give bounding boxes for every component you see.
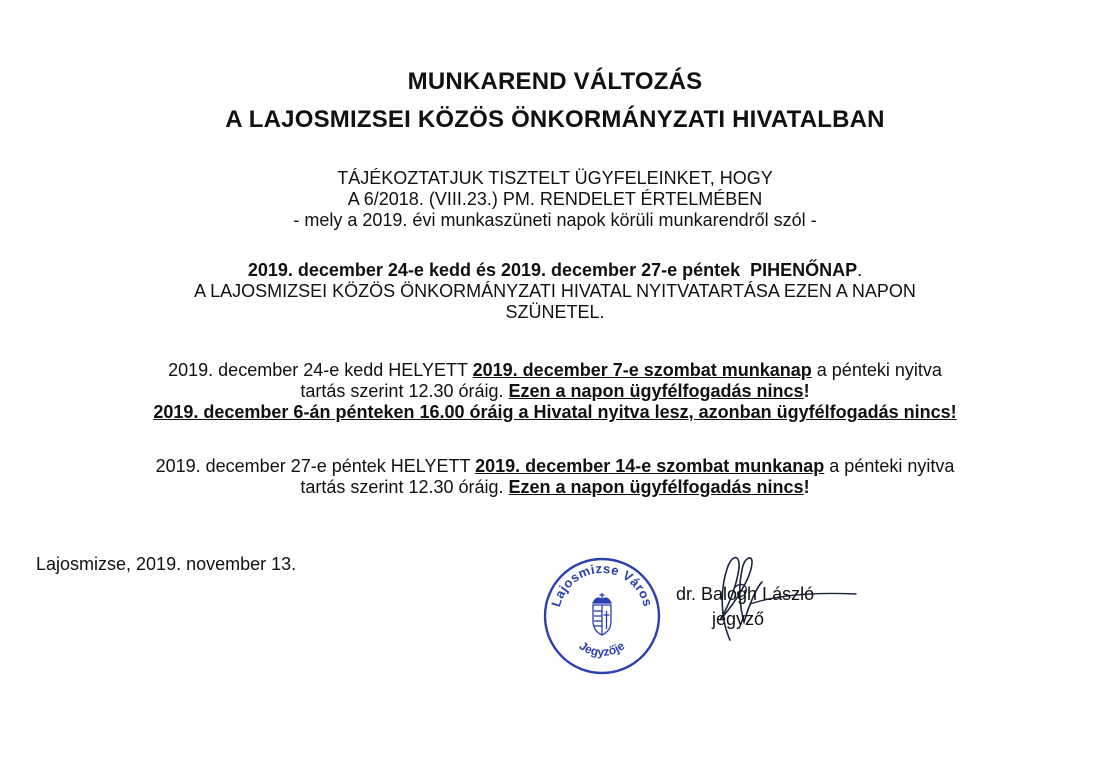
workday-block-1 <box>40 360 1070 423</box>
block2-pre: 2019. december 27-e péntek HELYETT <box>155 456 476 476</box>
block1-pre: 2019. december 24-e kedd HELYETT <box>168 360 473 380</box>
block2-post: a pénteki nyitva <box>824 456 955 476</box>
intro-line-3: - mely a 2019. évi munkaszüneti napok körüli munkarendről szól - <box>293 210 817 230</box>
block2-line2-highlight: Ezen a napon ügyfélfogadás nincs <box>508 477 804 497</box>
block1-line2-end: ! <box>803 381 810 401</box>
block1-line-3: 2019. december 6-án pénteken 16.00 óráig a Hivatal nyitva lesz, azonban ügyfélfogadás nincs! <box>153 402 957 422</box>
workday-block-2 <box>40 456 1070 498</box>
rest-day-line-2: A LAJOSMIZSEI KÖZÖS ÖNKORMÁNYZATI HIVATAL NYITVATARTÁSA EZEN A NAPON <box>194 281 916 301</box>
seal-bottom-text: Jegyzője <box>576 638 628 660</box>
block2-line2-end: ! <box>803 477 810 497</box>
signatory-role: jegyző <box>712 609 765 629</box>
block2-line-2 <box>40 477 1070 498</box>
rest-day-line-1 <box>40 260 1070 281</box>
block1-line-1 <box>40 360 1070 381</box>
rest-day-line-3: SZÜNETEL. <box>505 302 605 322</box>
block1-highlight: 2019. december 7-e szombat munkanap <box>472 360 812 380</box>
rest-day-section <box>40 260 1070 323</box>
block1-post: a pénteki nyitva <box>811 360 942 380</box>
intro-line-1: TÁJÉKOZTATJUK TISZTELT ÜGYFELEINKET, HOGY <box>337 168 773 188</box>
intro-section <box>40 168 1070 231</box>
block2-line-1 <box>40 456 1070 477</box>
document-subtitle: A LAJOSMIZSEI KÖZÖS ÖNKORMÁNYZATI HIVATALBAN <box>225 106 885 133</box>
block1-line2-pre: tartás szerint 12.30 óráig. <box>300 381 509 401</box>
place-and-date: Lajosmizse, 2019. november 13. <box>36 554 297 574</box>
rest-day-label: PIHENŐNAP <box>750 260 858 280</box>
intro-line-2: A 6/2018. (VIII.23.) PM. RENDELET ÉRTELMÉBEN <box>347 189 763 209</box>
block2-line2-pre: tartás szerint 12.30 óráig. <box>300 477 509 497</box>
seal-top-text: Lajosmizse Város <box>548 560 656 609</box>
signatory-name: dr. Balogh László <box>676 584 815 604</box>
rest-day-dates: 2019. december 24-e kedd és 2019. december 27-e péntek <box>247 260 741 280</box>
block2-highlight: 2019. december 14-e szombat munkanap <box>475 456 825 476</box>
rest-day-dot: . <box>857 260 863 280</box>
coat-of-arms-icon <box>593 593 611 635</box>
document-title: MUNKAREND VÁLTOZÁS <box>407 68 703 95</box>
block1-line2-highlight: Ezen a napon ügyfélfogadás nincs <box>508 381 804 401</box>
block1-line-2 <box>40 381 1070 402</box>
official-seal-icon <box>541 555 663 677</box>
svg-text:Jegyzője <box>577 638 628 659</box>
